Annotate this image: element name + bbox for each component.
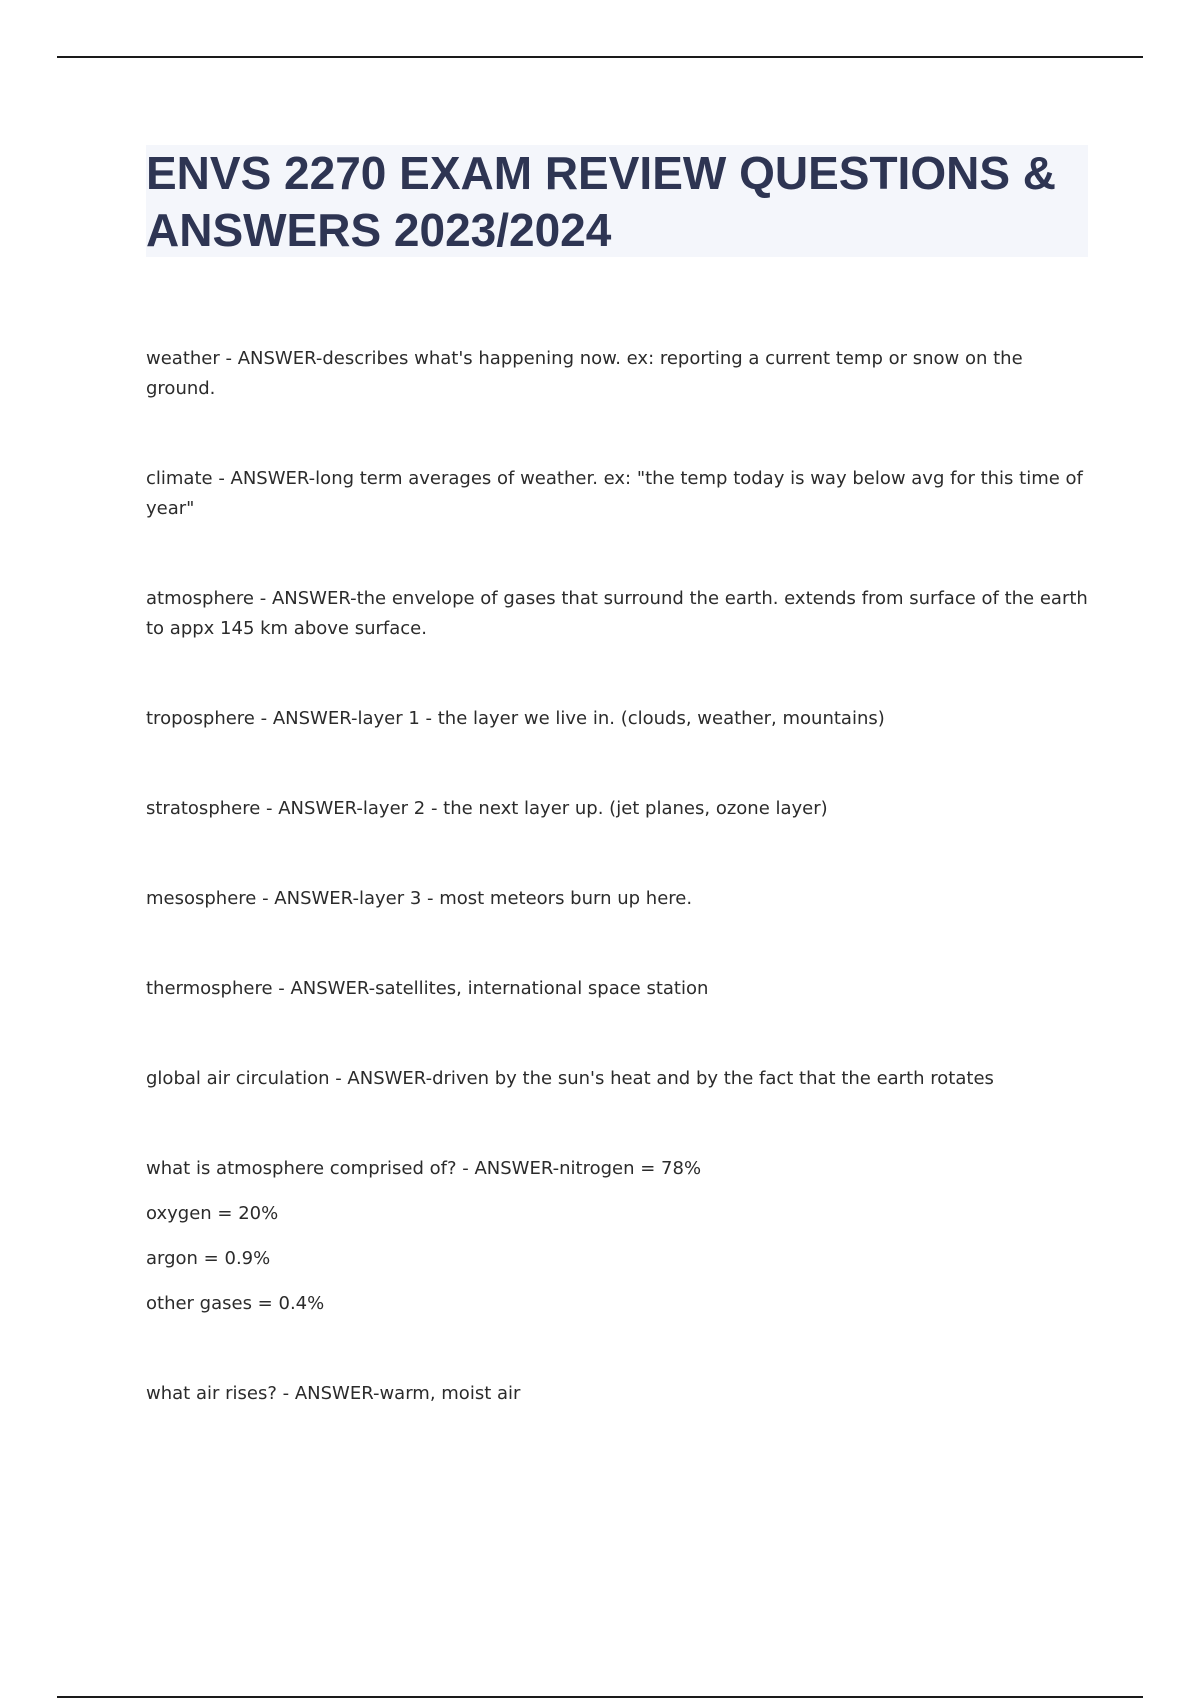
qa-entry-air-rises: what air rises? - ANSWER-warm, moist air (146, 1383, 521, 1404)
top-rule (57, 56, 1143, 58)
qa-entry-composition (146, 1154, 1096, 1319)
bottom-rule (57, 1696, 1143, 1698)
qa-entry-climate: climate - ANSWER-long term averages of weather. ex: "the temp today is way below avg for this time of year" (146, 468, 1083, 519)
page-title: ENVS 2270 EXAM REVIEW QUESTIONS & ANSWERS 2023/2024 (146, 147, 1057, 256)
composition-line-oxygen: oxygen = 20% (146, 1203, 279, 1224)
qa-entry-troposphere: troposphere - ANSWER-layer 1 - the layer we live in. (clouds, weather, mountains) (146, 708, 885, 729)
composition-line-argon: argon = 0.9% (146, 1248, 271, 1269)
qa-entry-global-air-circulation: global air circulation - ANSWER-driven by the sun's heat and by the fact that the earth rotates (146, 1068, 994, 1089)
qa-entry-weather: weather - ANSWER-describes what's happening now. ex: reporting a current temp or snow on the ground. (146, 348, 1023, 399)
composition-line-question: what is atmosphere comprised of? - ANSWER-nitrogen = 78% (146, 1158, 702, 1179)
qa-entry-stratosphere: stratosphere - ANSWER-layer 2 - the next layer up. (jet planes, ozone layer) (146, 798, 828, 819)
qa-content (146, 344, 1096, 1409)
qa-entry-thermosphere: thermosphere - ANSWER-satellites, international space station (146, 978, 709, 999)
qa-entry-atmosphere: atmosphere - ANSWER-the envelope of gases that surround the earth. extends from surface of the earth to appx 145 km above surface. (146, 588, 1088, 639)
qa-entry-mesosphere: mesosphere - ANSWER-layer 3 - most meteors burn up here. (146, 888, 693, 909)
title-box (146, 145, 1088, 257)
composition-line-other-gases: other gases = 0.4% (146, 1293, 325, 1314)
